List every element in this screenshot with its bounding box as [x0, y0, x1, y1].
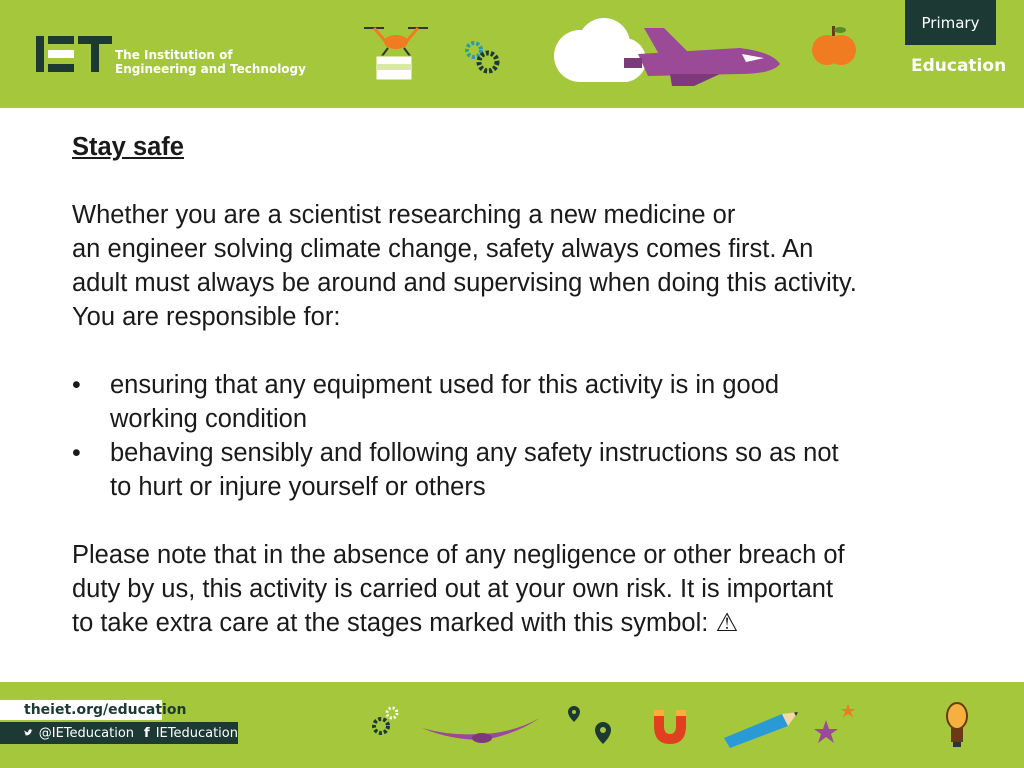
org-name-line2: Engineering and Technology [115, 62, 306, 76]
intro-line: an engineer solving climate change, safety always comes first. An [72, 235, 814, 263]
closing-line: Please note that in the absence of any negligence or other breach of [72, 541, 845, 569]
iet-logo-icon [36, 36, 112, 72]
page-title: Stay safe [72, 133, 184, 161]
intro-line: adult must always be around and supervising when doing this activity. [72, 269, 857, 297]
list-item-line: working condition [110, 405, 308, 433]
website-link[interactable]: theiet.org/education [0, 700, 162, 720]
responsibility-list [72, 368, 972, 504]
star-icon [812, 702, 858, 744]
twitter-icon [24, 727, 33, 739]
list-item-line: ensuring that any equipment used for this activity is in good [110, 371, 780, 399]
facebook-handle[interactable]: IETeducation [155, 725, 238, 741]
lightbulb-icon [944, 702, 970, 750]
primary-badge [905, 0, 996, 45]
twitter-handle[interactable]: @IETeducation [38, 725, 135, 741]
bullet-icon: • [72, 371, 81, 399]
map-pin-icon [566, 704, 616, 750]
social-links [0, 722, 238, 744]
space-shuttle-icon [620, 24, 784, 90]
closing-line: to take extra care at the stages marked with this symbol: ⚠ [72, 609, 739, 637]
apple-icon [812, 22, 856, 68]
list-item-line: behaving sensibly and following any safety instructions so as not [110, 439, 839, 467]
list-item [72, 436, 972, 504]
education-label: Education [911, 56, 1007, 76]
bullet-icon: • [72, 439, 81, 467]
header-banner [0, 0, 1024, 108]
intro-line: Whether you are a scientist researching a new medicine or [72, 201, 736, 229]
gears-icon [462, 40, 504, 76]
list-item-line: to hurt or injure yourself or others [110, 473, 486, 501]
gears-icon [370, 704, 404, 738]
facebook-icon: f [144, 725, 150, 741]
primary-label: Primary [921, 13, 980, 32]
intro-line: You are responsible for: [72, 303, 341, 331]
drone-icon [360, 22, 432, 88]
intro-paragraph [72, 198, 972, 334]
org-name [115, 48, 306, 76]
list-item [72, 368, 972, 436]
magnet-icon [650, 706, 690, 746]
pencil-icon [720, 708, 800, 748]
closing-line: duty by us, this activity is carried out at your own risk. It is important [72, 575, 834, 603]
glider-icon [420, 712, 544, 748]
closing-paragraph [72, 538, 972, 640]
org-name-line1: The Institution of [115, 48, 233, 62]
main-content [72, 130, 972, 640]
